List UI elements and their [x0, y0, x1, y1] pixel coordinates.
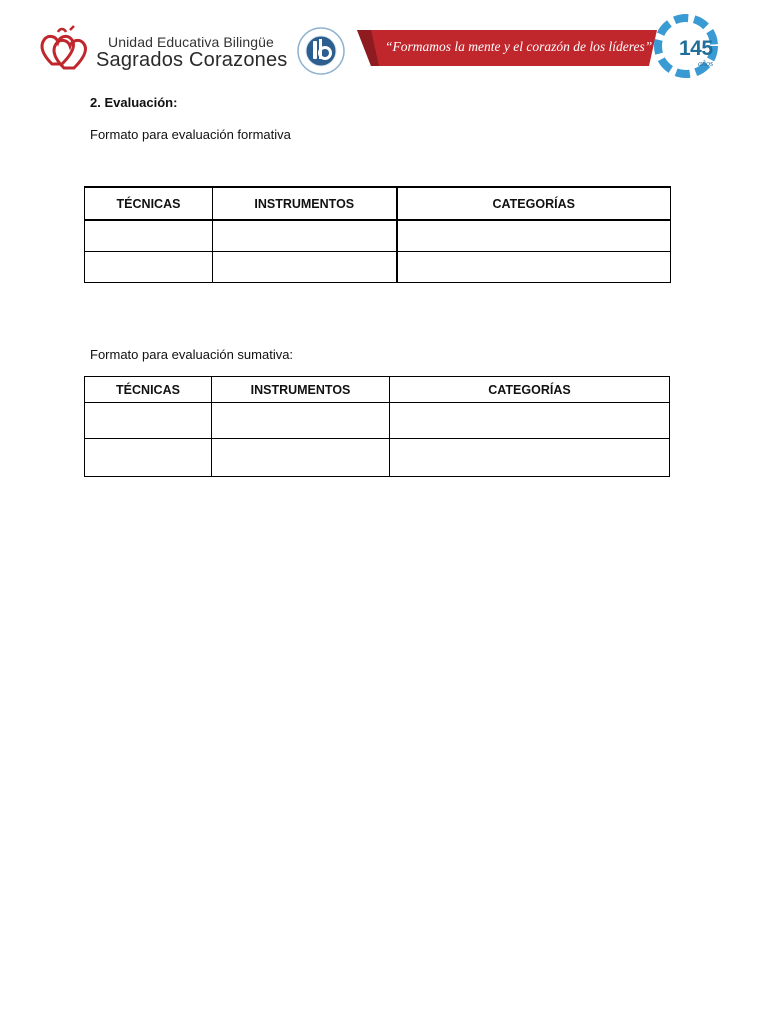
- table-cell[interactable]: [390, 439, 670, 477]
- formativa-label: Formato para evaluación formativa: [90, 127, 291, 142]
- anniversary-label: años: [698, 59, 714, 68]
- ib-world-school-seal-icon: [296, 26, 346, 76]
- table-cell[interactable]: [85, 252, 213, 283]
- section-title: 2. Evaluación:: [90, 95, 178, 110]
- table-cell[interactable]: [85, 439, 212, 477]
- header-categorias: CATEGORÍAS: [397, 187, 671, 220]
- table-cell[interactable]: [85, 403, 212, 439]
- table-cell[interactable]: [397, 252, 671, 283]
- header-instrumentos: INSTRUMENTOS: [212, 377, 390, 403]
- table-row: [85, 252, 671, 283]
- document-header: [0, 0, 768, 90]
- table-row: [85, 403, 670, 439]
- school-name-line2: Sagrados Corazones: [96, 49, 288, 71]
- table-header-row: [85, 187, 671, 220]
- formativa-table: [84, 186, 671, 283]
- table-header-row: [85, 377, 670, 403]
- table-cell[interactable]: [212, 439, 390, 477]
- school-name-line1: Unidad Educativa Bilingüe: [108, 34, 274, 50]
- school-motto: “Formamos la mente y el corazón de los líderes”: [385, 39, 653, 54]
- sumativa-table: [84, 376, 670, 477]
- sumativa-label: Formato para evaluación sumativa:: [90, 347, 294, 362]
- table-row: [85, 439, 670, 477]
- header-tecnicas: TÉCNICAS: [85, 187, 213, 220]
- hearts-logo-icon: [38, 24, 90, 72]
- header-instrumentos: INSTRUMENTOS: [213, 187, 397, 220]
- table-cell[interactable]: [212, 403, 390, 439]
- table-cell[interactable]: [397, 220, 671, 252]
- table-row: [85, 220, 671, 252]
- table-cell[interactable]: [390, 403, 670, 439]
- table-cell[interactable]: [213, 220, 397, 252]
- table-cell[interactable]: [85, 220, 213, 252]
- header-categorias: CATEGORÍAS: [390, 377, 670, 403]
- anniversary-number: 145: [679, 37, 713, 60]
- header-tecnicas: TÉCNICAS: [85, 377, 212, 403]
- table-cell[interactable]: [213, 252, 397, 283]
